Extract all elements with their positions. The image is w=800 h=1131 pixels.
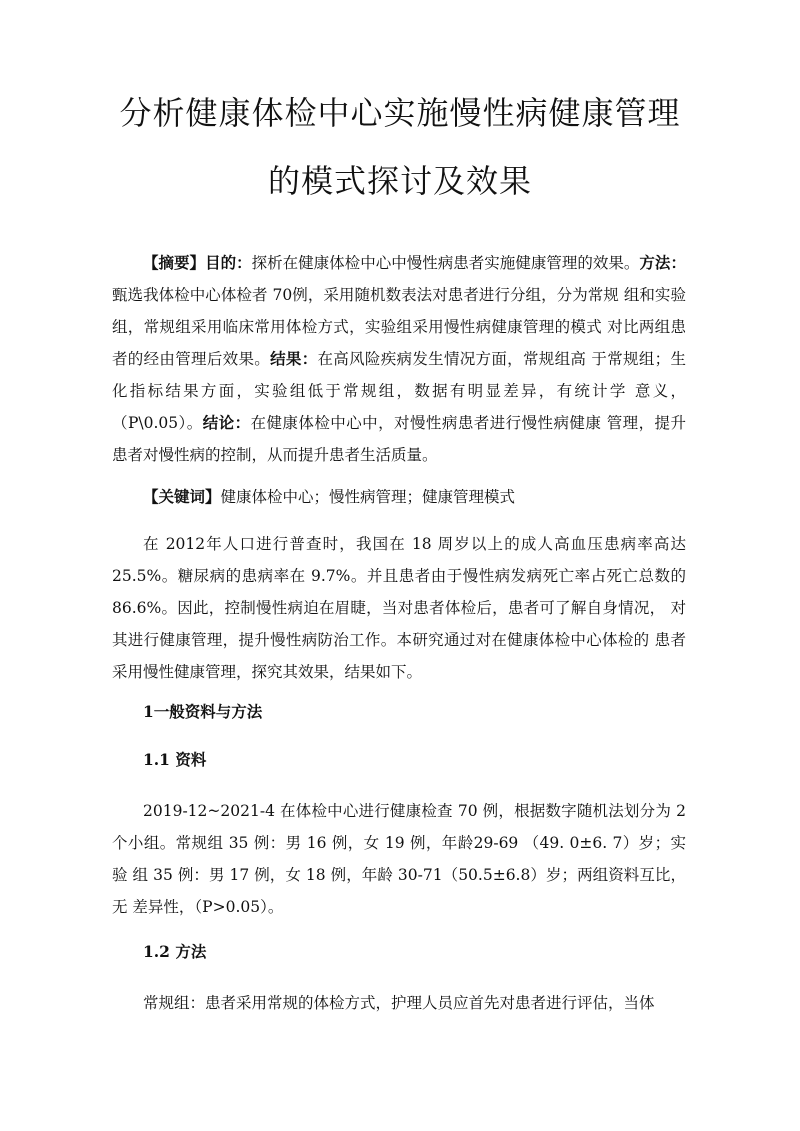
conclusion-colon: ： xyxy=(234,413,251,432)
method-text: 甄选我体检中心体检者 70例，采用随机数表法对患者进行分组，分为常规 组和实验组，常规组采用临床常用体检方式，实验组采用慢性病健康管理的模式 对比两组患者的经由管理后效果。 xyxy=(112,286,686,368)
section-heading-1: 1一般资料与方法 xyxy=(143,702,263,721)
paper-title-line-2: 的模式探讨及效果 xyxy=(267,162,532,200)
method-label: 方法 xyxy=(639,253,671,272)
method-paragraph: 常规组：患者采用常规的体检方式，护理人员应首先对患者进行评估，当体 xyxy=(143,994,655,1012)
data-paragraph: 2019-12~2021-4 在体检中心进行健康检查 70 例，根据数字随机法划分为 2 个小组。常规组 35 例：男 16 例，女 19 例，年龄29-69 （49. 0±6. 7）岁；实验 组 35 例：男 17 例，女 18 例，年龄 30-71（50.5±6.8）岁；两组资料互比，无 差异性，（P>0.05）。 xyxy=(112,802,686,916)
keywords-label: 【关键词】 xyxy=(143,487,221,506)
abstract-label: 【摘要】 xyxy=(143,253,206,272)
abstract-paragraph xyxy=(112,247,686,471)
keywords-text: 健康体检中心；慢性病管理；健康管理模式 xyxy=(220,488,516,506)
aim-colon: ： xyxy=(236,253,252,272)
aim-label: 目的 xyxy=(205,253,237,272)
aim-text: 探析在健康体检中心中慢性病患者实施健康管理的效果。 xyxy=(251,254,640,272)
result-label: 结果 xyxy=(270,349,302,368)
intro-paragraph: 在 2012年人口进行普查时，我国在 18 周岁以上的成人高血压患病率高达 25.5%。糖尿病的患病率在 9.7%。并且患者由于慢性病发病死亡率占死亡总数的 86.6%。因此，控制慢性病迫在眉睫，当对患者体检后，患者可了解自身情况， 对其进行健康管理，提升慢性病防治工作。本研究通过对在健康体检中心体检的 患者采用慢性健康管理，探究其效果，结果如下。 xyxy=(112,535,686,681)
keywords-paragraph xyxy=(112,481,686,513)
result-text: 在高风险疾病发生情况方面，常规组高 于常规组；生化指标结果方面，实验组低于常规组，数据有明显差异，有统计学 意义，（P\0.05）。 xyxy=(112,350,686,432)
conclusion-text: 在健康体检中心中，对慢性病患者进行慢性病健康 管理，提升患者对慢性病的控制，从而提升患者生活质量。 xyxy=(112,414,686,464)
method-colon: ： xyxy=(670,253,686,272)
paper-title-line-1: 分析健康体检中心实施慢性病健康管理 xyxy=(119,94,681,132)
section-heading-1-1: 1.1 资料 xyxy=(143,750,207,769)
section-heading-1-2: 1.2 方法 xyxy=(143,942,207,961)
conclusion-label: 结论 xyxy=(202,413,235,432)
result-colon: ： xyxy=(301,349,318,368)
